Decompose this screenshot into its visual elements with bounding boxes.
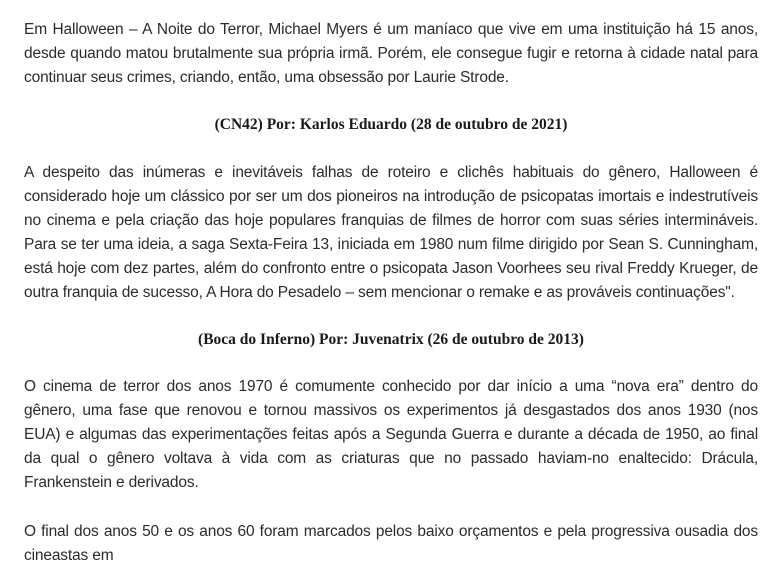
review-paragraph-cn42: A despeito das inúmeras e inevitáveis falhas de roteiro e clichês habituais do gênero, Halloween é considerado hoje um clássico por ser um dos pioneiros na introdução de psicopatas imortais e indestrutíveis no cinema e pela criação das hoje populares franquias de filmes de horror com suas séries intermináveis. Para se ter uma ideia, a saga Sexta-Feira 13, iniciada em 1980 num filme dirigido por Sean S. Cunningham, está hoje com dez partes, além do confronto entre o psicopata Jason Voorhees seu rival Freddy Krueger, de outra franquia de sucesso, A Hora do Pesadelo – sem mencionar o remake e as prováveis continuações". [24,164,758,301]
synopsis-paragraph: Em Halloween – A Noite do Terror, Michael Myers é um maníaco que vive em uma instituição há 15 anos, desde quando matou brutalmente sua própria irmã. Porém, ele consegue fugir e retorna à cidade natal para continuar seus crimes, criando, então, uma obsessão por Laurie Strode. [24,21,758,86]
review-heading-cn42: (CN42) Por: Karlos Eduardo (28 de outubro de 2021) [214,116,568,133]
article-body [24,18,758,568]
review-heading-boca-do-inferno: (Boca do Inferno) Por: Juvenatrix (26 de outubro de 2013) [198,331,584,348]
review-paragraph-boca-do-inferno-1: O cinema de terror dos anos 1970 é comumente conhecido por dar início a uma “nova era” dentro do gênero, uma fase que renovou e tornou massivos os experimentos já desgastados dos anos 1930 (nos EUA) e algumas das experimentações feitas após a Segunda Guerra e durante a década de 1950, ao final da qual o gênero voltava à vida com as criaturas que no passado haviam-no enaltecido: Drácula, Frankenstein e derivados. [24,378,758,491]
review-paragraph-boca-do-inferno-2: O final dos anos 50 e os anos 60 foram marcados pelos baixo orçamentos e pela progressiva ousadia dos cineastas em [24,523,758,564]
